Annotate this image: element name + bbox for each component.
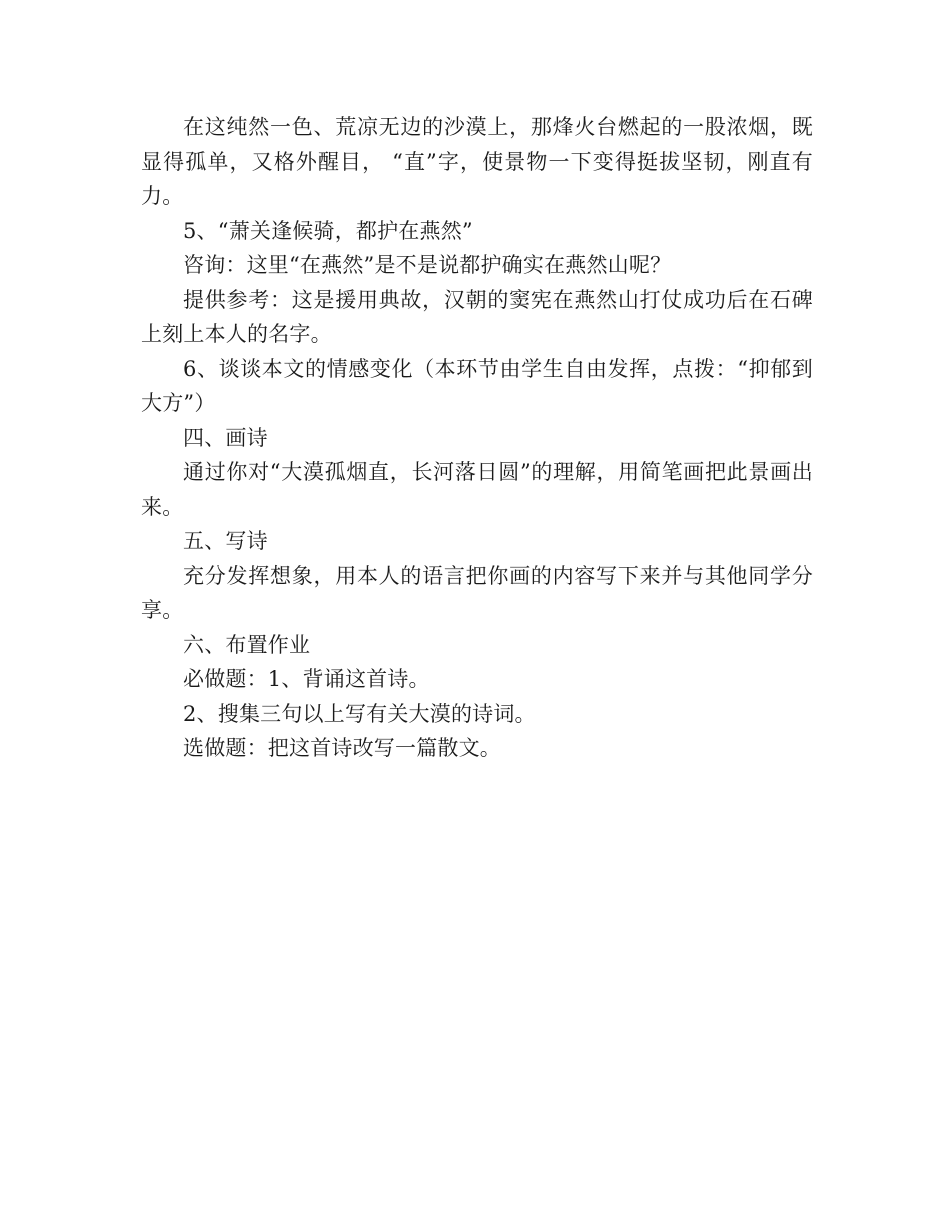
paragraph-question: 咨询：这里“在燕然”是不是说都护确实在燕然山呢？ [183, 253, 672, 277]
section-heading-homework: 六、布置作业 [183, 632, 311, 657]
document-body [141, 110, 813, 766]
section-heading-draw-poem: 四、画诗 [183, 425, 268, 450]
section-heading-write-poem: 五、写诗 [183, 529, 268, 553]
paragraph-desert-smoke: 在这纯然一色、荒凉无边的沙漠上，那烽火台燃起的一股浓烟，既显得孤单，又格外醒目， “直”字，使景物一下变得挺拔坚韧，刚直有力。 [141, 115, 813, 208]
paragraph-required-task-2: 2、搜集三句以上写有关大漠的诗词。 [183, 701, 536, 726]
paragraph-optional-task: 选做题：把这首诗改写一篇散文。 [183, 736, 501, 760]
paragraph-required-task-1: 必做题：1、背诵这首诗。 [183, 667, 430, 691]
paragraph-draw-instruction: 通过你对“大漠孤烟直，长河落日圆”的理解，用简笔画把此景画出来。 [141, 460, 813, 519]
paragraph-item-6-emotion: 6、谈谈本文的情感变化（本环节由学生自由发挥，点拨：“抑郁到大方”） [141, 356, 813, 415]
paragraph-item-5-heading: 5、“萧关逢候骑，都护在燕然” [183, 218, 473, 243]
paragraph-write-instruction: 充分发挥想象，用本人的语言把你画的内容写下来并与其他同学分享。 [141, 563, 813, 622]
paragraph-reference-answer: 提供参考：这是援用典故，汉朝的窦宪在燕然山打仗成功后在石碑上刻上本人的名字。 [141, 287, 813, 346]
